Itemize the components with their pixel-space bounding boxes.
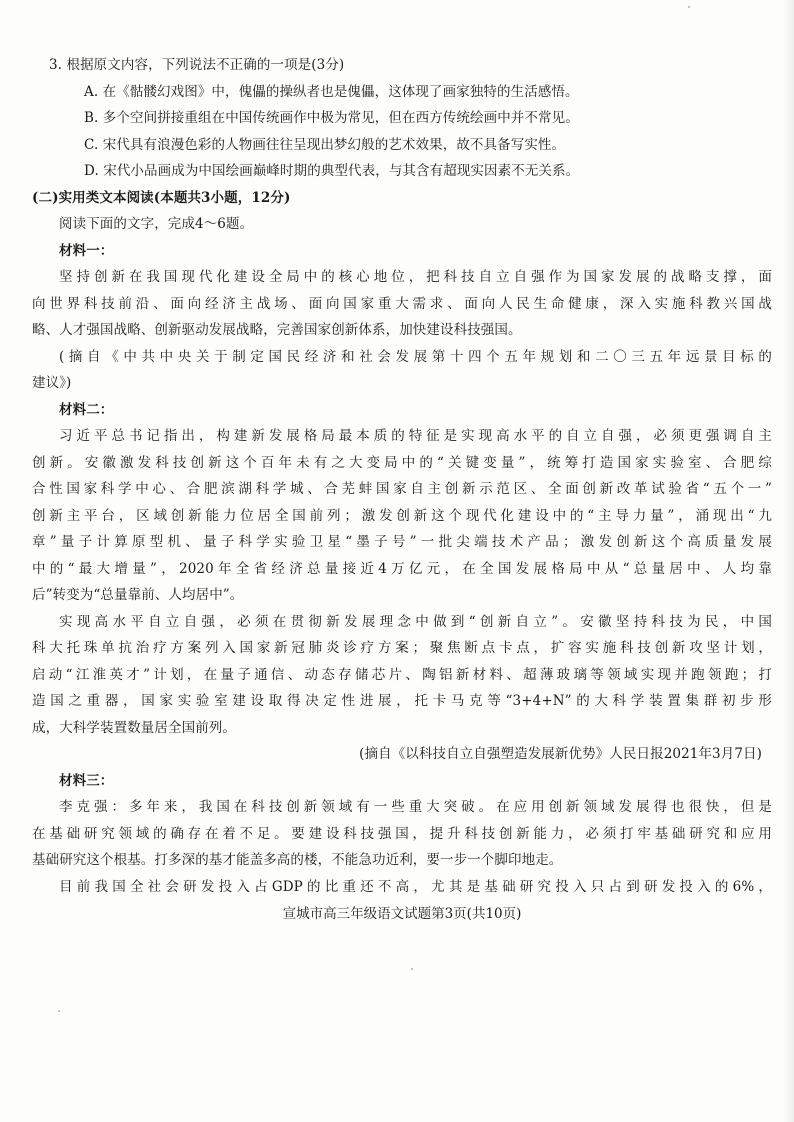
scan-speck	[688, 6, 690, 8]
scan-speck	[411, 968, 413, 970]
material-2-line: 成，大科学装置数量居全国前列。	[32, 719, 236, 736]
question-3-option-a: A. 在《骷髅幻戏图》中，傀儡的操纵者也是傀儡，这体现了画家独特的生活感悟。	[84, 83, 579, 100]
material-1-label: 材料一：	[59, 242, 114, 259]
material-2-line: 科大托珠单抗治疗方案列入国家新冠肺炎诊疗方案；聚焦断点卡点，扩容实施科技创新攻坚计划，	[32, 640, 772, 656]
material-2-line: 中的“最大增量”，2020年全省经济总量接近4万亿元，在全国发展格局中从“总量居中、人均靠	[32, 560, 772, 577]
page-content	[32, 52, 772, 926]
material-1-source: (摘自《中共中央关于制定国民经济和社会发展第十四个五年规划和二〇三五年远景目标的	[59, 348, 772, 365]
material-2-line: 启动“江淮英才”计划，在量子通信、动态存储芯片、陶铝新材料、超薄玻璃等领域实现并跑领跑；打	[32, 666, 772, 683]
page-footer: 宣城市高三年级语文试题第3页(共10页)	[282, 906, 522, 922]
material-3-line: 基础研究这个根基。打多深的基才能盖多高的楼，不能急功近利，要一步一个脚印地走。	[32, 852, 563, 868]
material-2-label: 材料二：	[59, 401, 114, 418]
material-2-line: 章”量子计算原型机、量子科学实验卫星“墨子号”一批尖端技术产品；激发创新这个高质量发展	[32, 534, 772, 550]
scan-edge-shadow	[784, 0, 794, 1122]
scan-speck	[58, 1010, 60, 1012]
material-1-line: 坚持创新在我国现代化建设全局中的核心地位，把科技自立自强作为国家发展的战略支撑，面	[59, 269, 772, 285]
material-2-line: 后”转变为“总量靠前、人均居中”。	[32, 587, 244, 603]
material-2-line: 造国之重器，国家实验室建设取得决定性进展，托卡马克等“3+4+N”的大科学装置集群初步形	[32, 693, 772, 709]
material-3-label: 材料三：	[59, 772, 114, 789]
section-2-instruction: 阅读下面的文字，完成4～6题。	[59, 216, 254, 232]
material-1-line: 向世界科技前沿、面向经济主战场、面向国家重大需求、面向人民生命健康，深入实施科教兴国战	[32, 295, 772, 312]
question-3-option-b: B. 多个空间拼接重组在中国传统画作中极为常见，但在西方传统绘画中并不常见。	[84, 110, 579, 126]
material-1-line: 略、人才强国战略、创新驱动发展战略，完善国家创新体系，加快建设科技强国。	[32, 322, 522, 338]
question-3-stem: 3. 根据原文内容，下列说法不正确的一项是(3分)	[49, 57, 345, 73]
material-2-line: 实现高水平自立自强，必须在贯彻新发展理念中做到“创新自立”。安徽坚持科技为民，中国	[59, 613, 772, 630]
material-3-line: 李克强：多年来，我国在科技创新领域有一些重大突破。在应用创新领域发展得也很快，但是	[59, 799, 772, 815]
material-3-line: 在基础研究领域的确存在着不足。要建设科技强国，提升科技创新能力，必须打牢基础研究和应用	[32, 825, 772, 842]
material-2-line: 合性国家科学中心、合肥滨湖科学城、合芜蚌国家自主创新示范区、全面创新改革试验省“五个一”	[32, 481, 772, 497]
material-2-line: 创新主平台，区域创新能力位居全国前列；激发创新这个现代化建设中的“主导力量”，涌现出“九	[32, 507, 772, 524]
material-2-source: (摘自《以科技自立自强塑造发展新优势》人民日报2021年3月7日)	[359, 746, 762, 762]
question-3-option-d: D. 宋代小品画成为中国绘画巅峰时期的典型代表，与其含有超现实因素不无关系。	[84, 163, 580, 179]
material-3-line: 目前我国全社会研发投入占GDP的比重还不高，尤其是基础研究投入只占到研发投入的6%，	[59, 878, 772, 895]
material-1-source-end: 建议》)	[32, 375, 72, 391]
section-2-heading: (二)实用类文本阅读(本题共3小题，12分)	[32, 189, 291, 206]
question-3-option-c: C. 宋代具有浪漫色彩的人物画往往呈现出梦幻般的艺术效果，故不具备写实性。	[84, 136, 566, 153]
material-2-line: 习近平总书记指出，构建新发展格局最本质的特征是实现高水平的自立自强，必须更强调自主	[59, 428, 772, 444]
material-2-line: 创新。安徽激发科技创新这个百年未有之大变局中的“关键变量”，统筹打造国家实验室、合肥综	[32, 454, 772, 471]
